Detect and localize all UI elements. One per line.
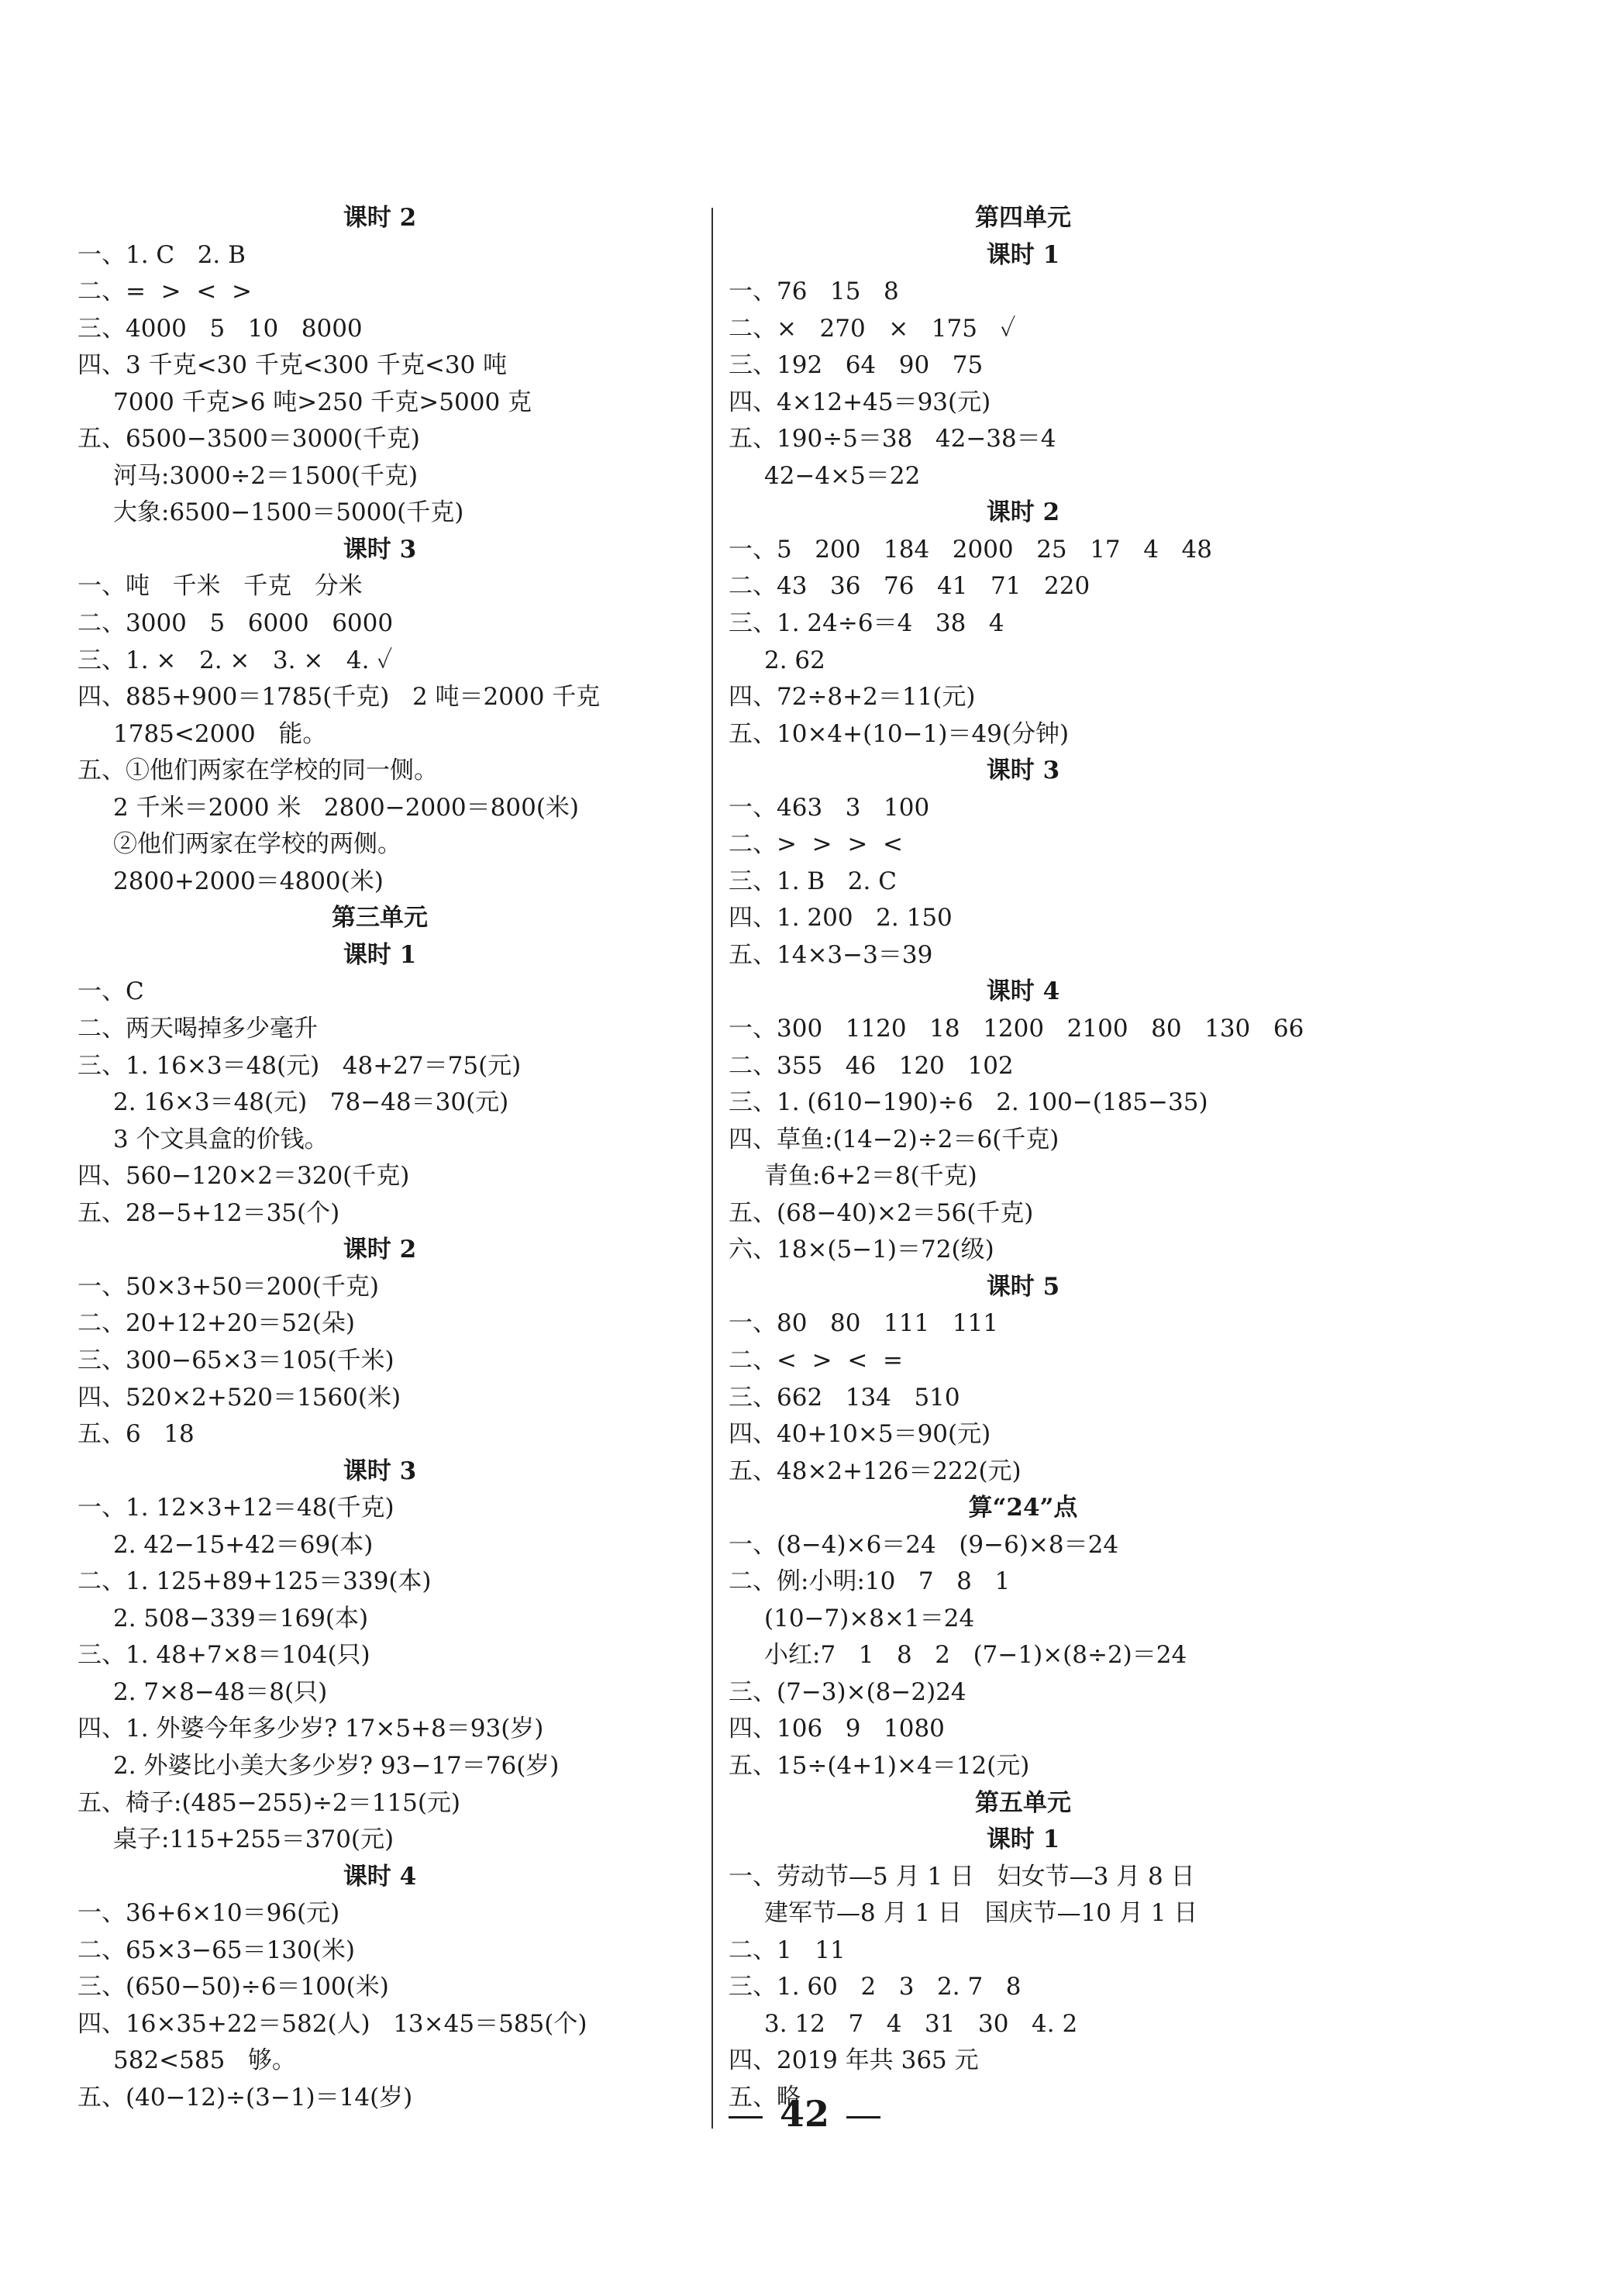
answer-line: 一、76 15 8: [729, 278, 899, 306]
answer-line: 四、4×12+45＝93(元): [729, 388, 991, 416]
section-heading: 课时 1: [343, 940, 417, 969]
answer-line: 一、1. C 2. B: [78, 240, 246, 269]
answer-line: 四、40+10×5＝90(元): [729, 1420, 991, 1449]
answer-line: 五、(68−40)×2＝56(千克): [729, 1198, 1034, 1227]
answer-line: 三、(7−3)×(8−2)24: [729, 1677, 966, 1706]
answer-line: 五、6 18: [78, 1420, 195, 1449]
right-answer-column: [729, 200, 1426, 2116]
answer-line: 五、6500−3500＝3000(千克): [78, 425, 420, 453]
answer-line: 二、1 11: [729, 1936, 846, 1964]
answer-line: 三、1. 16×3＝48(元) 48+27＝75(元): [78, 1051, 522, 1080]
answer-line: 桌子:115+255＝370(元): [113, 1825, 394, 1854]
page-number: [0, 2093, 1609, 2135]
section-heading: 课时 2: [343, 204, 417, 232]
answer-line: 二、20+12+20＝52(朵): [78, 1309, 355, 1338]
section-heading: 课时 4: [343, 1862, 417, 1891]
answer-line: 一、300 1120 18 1200 2100 80 130 66: [729, 1015, 1304, 1043]
answer-line: 五、48×2+126＝222(元): [729, 1457, 1022, 1485]
answer-line: 三、1. 60 2 3 2. 7 8: [729, 1973, 1022, 2001]
answer-line: 二、355 46 120 102: [729, 1051, 1014, 1080]
answer-line: 一、80 80 111 111: [729, 1309, 998, 1338]
answer-line: 3. 12 7 4 31 30 4. 2: [764, 2009, 1078, 2038]
answer-line: 二、65×3−65＝130(米): [78, 1936, 355, 1964]
section-heading: 课时 1: [986, 240, 1060, 269]
section-heading: 课时 4: [986, 977, 1060, 1006]
answer-line: (10−7)×8×1＝24: [764, 1604, 975, 1632]
answer-line: 四、2019 年共 365 元: [729, 2046, 979, 2075]
section-heading: 课时 2: [343, 1236, 417, 1264]
answer-line: 三、662 134 510: [729, 1383, 960, 1412]
answer-line: 四、885+900＝1785(千克) 2 吨＝2000 千克: [78, 683, 601, 712]
answer-line: ②他们两家在学校的两侧。: [113, 830, 401, 859]
answer-line: 一、463 3 100: [729, 793, 930, 822]
answer-line: 一、50×3+50＝200(千克): [78, 1272, 379, 1301]
answer-line: 五、椅子:(485−255)÷2＝115(元): [78, 1788, 461, 1817]
answer-line: 四、520×2+520＝1560(米): [78, 1383, 401, 1412]
answer-line: 二、43 36 76 41 71 220: [729, 572, 1090, 601]
answer-line: 582<585 够。: [113, 2046, 296, 2075]
answer-line: 四、3 千克<30 千克<300 千克<30 吨: [78, 351, 508, 380]
section-heading: 课时 3: [343, 535, 417, 564]
answer-line: 2800+2000＝4800(米): [113, 867, 384, 895]
answer-line: 五、14×3−3＝39: [729, 940, 933, 969]
answer-line: 三、1. (610−190)÷6 2. 100−(185−35): [729, 1088, 1208, 1117]
answer-line: 四、1. 200 2. 150: [729, 904, 953, 933]
answer-line: 三、1. × 2. × 3. × 4. ✓: [78, 646, 393, 674]
answer-line: 六、18×(5−1)＝72(级): [729, 1236, 994, 1264]
answer-line: 2. 16×3＝48(元) 78−48＝30(元): [113, 1088, 509, 1117]
answer-line: 2. 42−15+42＝69(本): [113, 1530, 374, 1559]
answer-line: 五、190÷5＝38 42−38＝4: [729, 425, 1056, 453]
answer-line: 五、略: [729, 2083, 801, 2112]
answer-line: 三、4000 5 10 8000: [78, 314, 363, 343]
answer-line: 二、> > > <: [729, 830, 904, 859]
dash-left: [729, 2116, 763, 2118]
answer-line: 四、16×35+22＝582(人) 13×45＝585(个): [78, 2009, 587, 2038]
section-heading: 第三单元: [332, 904, 428, 933]
answer-line: 大象:6500−1500＝5000(千克): [113, 498, 464, 527]
answer-line: 一、36+6×10＝96(元): [78, 1899, 340, 1928]
section-heading: 算“24”点: [968, 1494, 1078, 1522]
answer-line: 二、两天喝掉多少毫升: [78, 1015, 318, 1043]
answer-line: 一、(8−4)×6＝24 (9−6)×8＝24: [729, 1530, 1119, 1559]
answer-line: 小红:7 1 8 2 (7−1)×(8÷2)＝24: [764, 1641, 1187, 1670]
answer-line: 二、× 270 × 175 ✓: [729, 314, 1016, 343]
answer-line: 三、300−65×3＝105(千米): [78, 1346, 394, 1374]
answer-line: 2. 62: [764, 646, 825, 674]
left-answer-column: [78, 200, 698, 2116]
answer-line: 二、例:小明:10 7 8 1: [729, 1567, 1011, 1596]
answer-line: 7000 千克>6 吨>250 千克>5000 克: [113, 388, 532, 416]
section-heading: 课时 5: [986, 1272, 1060, 1301]
answer-line: 二、= > < >: [78, 278, 253, 306]
answer-line: 二、1. 125+89+125＝339(本): [78, 1567, 432, 1596]
section-heading: 第四单元: [975, 204, 1071, 232]
dash-right: [846, 2116, 880, 2118]
answer-line: 二、3000 5 6000 6000: [78, 609, 394, 638]
section-heading: 课时 3: [343, 1457, 417, 1485]
answer-line: 三、1. 48+7×8＝104(只): [78, 1641, 370, 1670]
answer-line: 一、吨 千米 千克 分米: [78, 572, 363, 601]
section-heading: 课时 2: [986, 498, 1060, 527]
answer-line: 五、(40−12)÷(3−1)＝14(岁): [78, 2083, 413, 2112]
answer-line: 建军节—8 月 1 日 国庆节—10 月 1 日: [764, 1899, 1198, 1928]
answer-line: 二、< > < =: [729, 1346, 904, 1374]
answer-line: 四、草鱼:(14−2)÷2＝6(千克): [729, 1125, 1059, 1153]
answer-line: 三、(650−50)÷6＝100(米): [78, 1973, 389, 2001]
answer-line: 2 千米＝2000 米 2800−2000＝800(米): [113, 793, 580, 822]
answer-line: 五、15÷(4+1)×4＝12(元): [729, 1751, 1030, 1780]
answer-line: 五、28−5+12＝35(个): [78, 1198, 340, 1227]
answer-line: 青鱼:6+2＝8(千克): [764, 1162, 977, 1191]
answer-line: 2. 外婆比小美大多少岁? 93−17＝76(岁): [113, 1751, 560, 1780]
answer-line: 一、劳动节—5 月 1 日 妇女节—3 月 8 日: [729, 1862, 1195, 1891]
answer-line: 五、①他们两家在学校的同一侧。: [78, 757, 438, 785]
answer-line: 2. 508−339＝169(本): [113, 1604, 369, 1632]
answer-line: 四、106 9 1080: [729, 1715, 945, 1743]
answer-line: 一、C: [78, 977, 144, 1006]
answer-line: 一、1. 12×3+12＝48(千克): [78, 1494, 394, 1522]
answer-line: 1785<2000 能。: [113, 719, 327, 748]
answer-line: 42−4×5＝22: [764, 461, 921, 490]
answer-line: 三、1. 24÷6＝4 38 4: [729, 609, 1004, 638]
column-divider: [711, 208, 713, 2129]
answer-line: 四、560−120×2＝320(千克): [78, 1162, 410, 1191]
answer-line: 河马:3000÷2＝1500(千克): [113, 461, 419, 490]
page-number-text: 42: [779, 2093, 829, 2135]
answer-line: 2. 7×8−48＝8(只): [113, 1677, 328, 1706]
section-heading: 课时 1: [986, 1825, 1060, 1854]
answer-line: 三、1. B 2. C: [729, 867, 897, 895]
answer-line: 五、10×4+(10−1)＝49(分钟): [729, 719, 1070, 748]
answer-line: 3 个文具盒的价钱。: [113, 1125, 329, 1153]
answer-line: 四、1. 外婆今年多少岁? 17×5+8＝93(岁): [78, 1715, 544, 1743]
section-heading: 课时 3: [986, 757, 1060, 785]
section-heading: 第五单元: [975, 1788, 1071, 1817]
answer-line: 四、72÷8+2＝11(元): [729, 683, 976, 712]
answer-line: 三、192 64 90 75: [729, 351, 984, 380]
answer-line: 一、5 200 184 2000 25 17 4 48: [729, 535, 1212, 564]
